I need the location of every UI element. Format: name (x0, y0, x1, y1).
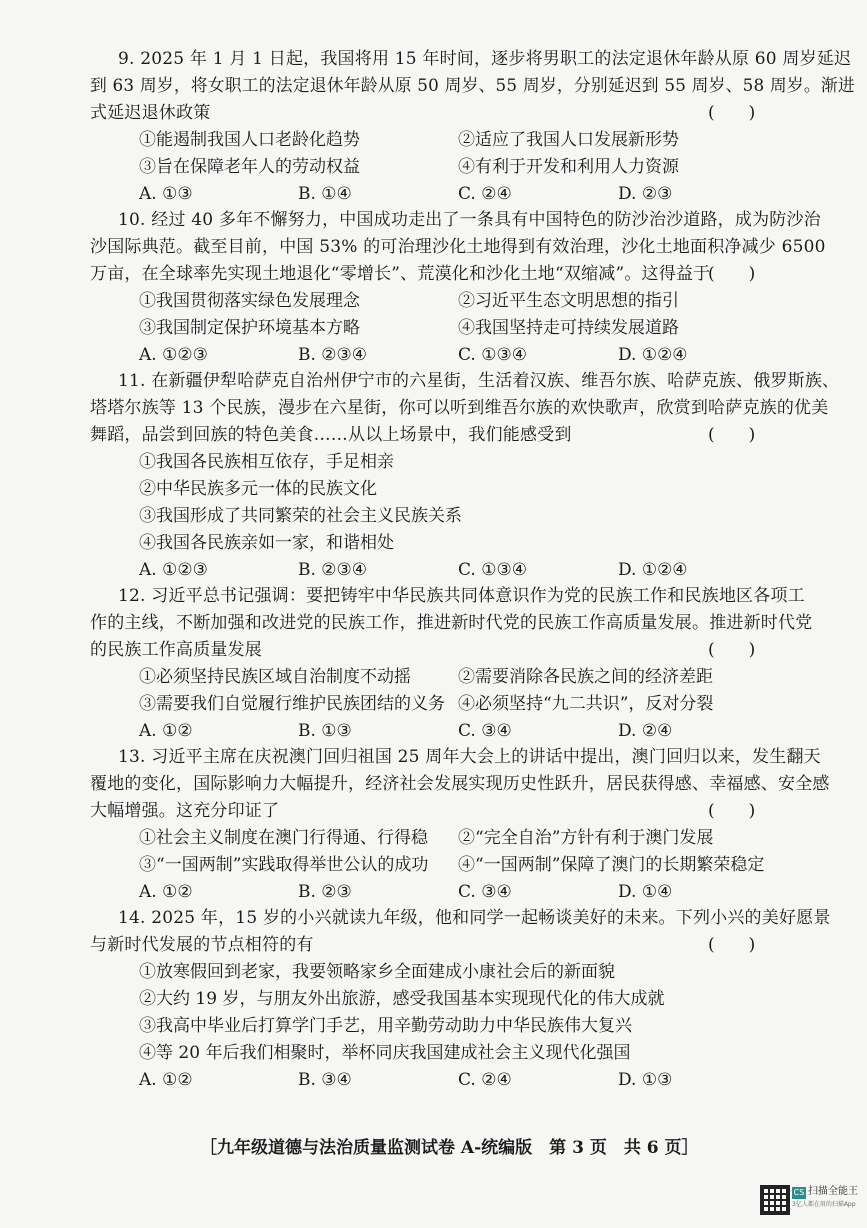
option-4: ④等 20 年后我们相聚时，举杯同庆我国建成社会主义现代化强国 (139, 1043, 631, 1063)
camscanner-logo: CS (793, 1188, 805, 1197)
question-stem-line: 到 63 周岁，将女职工的法定退休年龄从原 50 周岁、55 周岁，分别延迟到 55 周岁、58 周岁。渐进 (90, 76, 855, 96)
scanner-title: 扫描全能王 (808, 1186, 858, 1197)
option-2: ②大约 19 岁，与朋友外出旅游，感受我国基本实现现代化的伟大成就 (139, 989, 665, 1009)
option-1: ①能遏制我国人口老龄化趋势 (139, 130, 360, 150)
option-1: ①我国贯彻落实绿色发展理念 (139, 291, 360, 311)
choice-d: D. ①②④ (618, 560, 688, 580)
question-stem-line: 塔塔尔族等 13 个民族，漫步在六星街，你可以听到维吾尔族的欢快歌声，欣赏到哈萨克族的优美 (90, 398, 829, 418)
option-3: ③我高中毕业后打算学门手艺，用辛勤劳动助力中华民族伟大复兴 (139, 1016, 632, 1036)
option-2: ②中华民族多元一体的民族文化 (139, 479, 377, 499)
choice-b: B. ②③ (298, 882, 352, 902)
question-stem-line: 12. 习近平总书记强调：要把铸牢中华民族共同体意识作为党的民族工作和民族地区各项工 (118, 586, 805, 606)
option-2: ②适应了我国人口发展新形势 (458, 130, 679, 150)
choice-b: B. ③④ (298, 1070, 352, 1090)
choice-d: D. ①②④ (618, 345, 688, 365)
scanner-watermark (760, 1183, 858, 1223)
choice-d: D. ①④ (618, 882, 673, 902)
choice-b: B. ①④ (298, 184, 352, 204)
answer-blank: ( ) (708, 103, 756, 123)
question-stem-line: 9. 2025 年 1 月 1 日起，我国将用 15 年时间，逐步将男职工的法定退休年龄从原 60 周岁延迟 (118, 49, 852, 69)
option-4: ④必须坚持“九二共识”，反对分裂 (458, 694, 714, 714)
choice-a: A. ①② (139, 1070, 193, 1090)
question-stem-line: 11. 在新疆伊犁哈萨克自治州伊宁市的六星街，生活着汉族、维吾尔族、哈萨克族、俄罗斯族、 (118, 371, 840, 391)
choice-c: C. ③④ (458, 882, 512, 902)
option-1: ①我国各民族相互依存，手足相亲 (139, 452, 394, 472)
question-stem-line: 大幅增强。这充分印证了 (90, 801, 280, 821)
choice-d: D. ②③ (618, 184, 673, 204)
question-stem-line: 沙国际典范。截至目前，中国 53% 的可治理沙化土地得到有效治理，沙化土地面积净减少 6500 (90, 237, 826, 257)
choice-a: A. ①② (139, 721, 193, 741)
choice-d: D. ②④ (618, 721, 673, 741)
answer-blank: ( ) (708, 801, 756, 821)
answer-blank: ( ) (708, 640, 756, 660)
option-3: ③旨在保障老年人的劳动权益 (139, 157, 360, 177)
question-stem-line: 覆地的变化，国际影响力大幅提升，经济社会发展实现历史性跃升，居民获得感、幸福感、安全感 (90, 774, 830, 794)
question-stem-line: 舞蹈，品尝到回族的特色美食……从以上场景中，我们能感受到 (90, 425, 572, 445)
option-4: ④“一国两制”保障了澳门的长期繁荣稳定 (458, 855, 765, 875)
question-stem-line: 14. 2025 年，15 岁的小兴就读九年级，他和同学一起畅谈美好的未来。下列小兴的美好愿景 (118, 908, 831, 928)
question-stem-line: 10. 经过 40 多年不懈努力，中国成功走出了一条具有中国特色的防沙治沙道路，成为防沙治 (118, 210, 821, 230)
choice-a: A. ①③ (139, 184, 193, 204)
scanner-subtitle: 3亿人都在用的扫描App (792, 1201, 856, 1208)
choice-a: A. ①② (139, 882, 193, 902)
question-stem-line: 式延迟退休政策 (90, 103, 211, 123)
option-2: ②需要消除各民族之间的经济差距 (458, 667, 713, 687)
answer-blank: ( ) (708, 935, 756, 955)
choice-a: A. ①②③ (139, 345, 208, 365)
choice-a: A. ①②③ (139, 560, 208, 580)
option-3: ③我国形成了共同繁荣的社会主义民族关系 (139, 506, 462, 526)
page-footer: ［九年级道德与法治质量监测试卷 A-统编版 第 3 页 共 6 页］ (200, 1138, 699, 1158)
question-stem-line: 的民族工作高质量发展 (90, 640, 262, 660)
option-4: ④我国坚持走可持续发展道路 (458, 318, 679, 338)
option-4: ④有利于开发和利用人力资源 (458, 157, 679, 177)
question-stem-line: 作的主线，不断加强和改进党的民族工作，推进新时代党的民族工作高质量发展。推进新时代党 (90, 613, 813, 633)
question-stem-line: 与新时代发展的节点相符的有 (90, 935, 314, 955)
answer-blank: ( ) (708, 264, 756, 284)
option-2: ②习近平生态文明思想的指引 (458, 291, 679, 311)
option-3: ③“一国两制”实践取得举世公认的成功 (139, 855, 429, 875)
choice-c: C. ②④ (458, 184, 512, 204)
answer-blank: ( ) (708, 425, 756, 445)
qr-code-icon (760, 1185, 790, 1215)
choice-c: C. ①③④ (458, 345, 527, 365)
choice-c: C. ①③④ (458, 560, 527, 580)
option-3: ③需要我们自觉履行维护民族团结的义务 (139, 694, 445, 714)
option-3: ③我国制定保护环境基本方略 (139, 318, 360, 338)
choice-b: B. ②③④ (298, 560, 368, 580)
choice-b: B. ①③ (298, 721, 352, 741)
choice-d: D. ①③ (618, 1070, 673, 1090)
option-4: ④我国各民族亲如一家，和谐相处 (139, 533, 394, 553)
choice-b: B. ②③④ (298, 345, 368, 365)
option-1: ①社会主义制度在澳门行得通、行得稳 (139, 828, 428, 848)
option-1: ①放寒假回到老家，我要领略家乡全面建成小康社会后的新面貌 (139, 962, 615, 982)
option-1: ①必须坚持民族区域自治制度不动摇 (139, 667, 411, 687)
choice-c: C. ③④ (458, 721, 512, 741)
question-stem-line: 万亩，在全球率先实现土地退化“零增长”、荒漠化和沙化土地“双缩减”。这得益于 (90, 264, 711, 284)
option-2: ②“完全自治”方针有利于澳门发展 (458, 828, 714, 848)
choice-c: C. ②④ (458, 1070, 512, 1090)
question-stem-line: 13. 习近平主席在庆祝澳门回归祖国 25 周年大会上的讲话中提出，澳门回归以来，发生翻天 (118, 747, 821, 767)
